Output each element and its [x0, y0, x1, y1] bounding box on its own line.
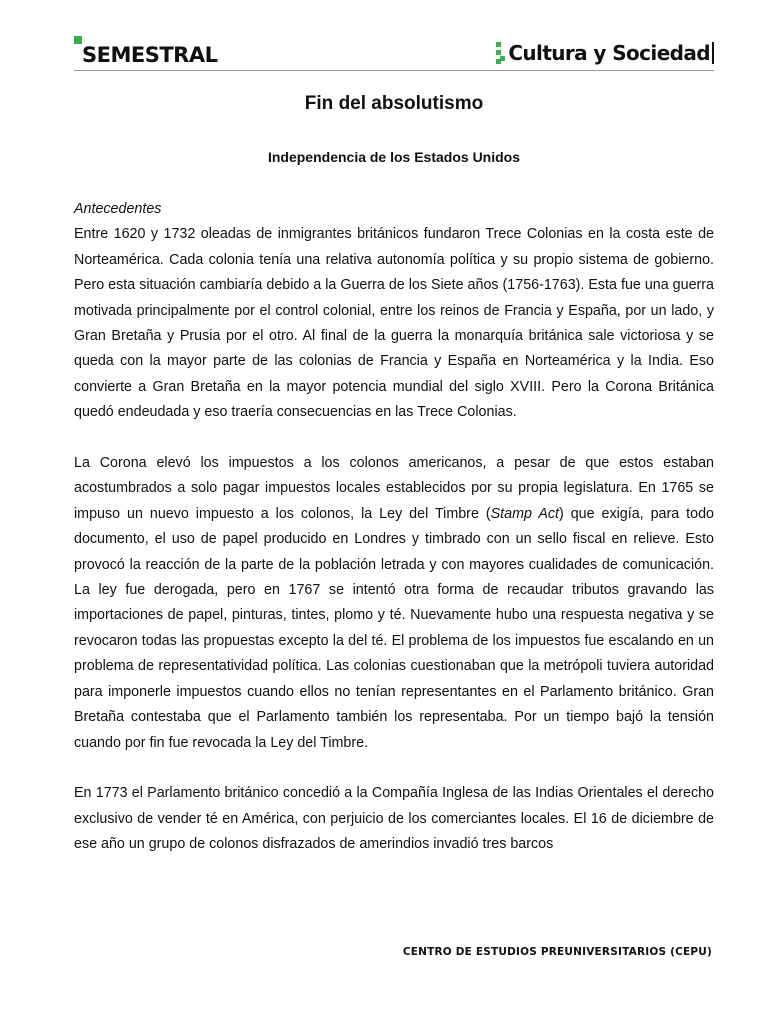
cultura-sociedad-logo-text: Cultura y Sociedad [508, 41, 710, 65]
stamp-act-emphasis: Stamp Act [490, 505, 560, 522]
semestral-logo [74, 36, 217, 68]
page-footer: CENTRO DE ESTUDIOS PREUNIVERSITARIOS (CEPU) [402, 946, 712, 958]
paragraph-2-text-start: La Corona elevó los impuestos a los colonos americanos, a pesar de que estos estaban acostumbrados a solo pagar impuestos locales establecidos por su propia legislatura. En 1765 se impuso un nuevo impuesto a los colonos, la Ley del Timbre ( [74, 455, 714, 522]
paragraph-2-text-end: ) que exigía, para todo documento, el uso de papel producido en Londres y timbrado con un sello fiscal en relieve. Esto provocó la reacción de la parte de la población letrada y con mayores cualidades de comunicación. La ley fue derogada, pero en 1767 se intentó otra forma de recaudar tributos gravando las importaciones de papel, pinturas, tintes, plomo y té. Nuevamente hubo una respuesta negativa y se revocaron todas las propuestas excepto la del té. El problema de los impuestos fue escalando en un problema de representatividad política. Las colonias cuestionaban que la metrópoli tuviera autoridad para imponerle impuestos cuando ellos no tenían representantes en el Parlamento británico. Gran Bretaña contestaba que el Parlamento también los representaba. Por un tiempo bajó la tensión cuando por fin fue revocada la Ley del Timbre. [74, 505, 714, 751]
paragraph-1 [74, 197, 714, 426]
document-body [74, 197, 714, 858]
page-header [74, 36, 714, 72]
logo-bar-divider [712, 42, 714, 64]
semestral-logo-text: SEMESTRAL [82, 43, 218, 67]
cultura-sociedad-logo [496, 38, 714, 68]
green-square-icon [74, 36, 82, 44]
paragraph-3-text: En 1773 el Parlamento británico concedió a la Compañía Inglesa de las Indias Orientales el derecho exclusivo de vender té en América, con perjuicio de los comerciantes locales. El 16 de diciembre de ese año un grupo de colonos disfrazados de amerindios invadió tres barcos [74, 785, 714, 853]
page-subtitle: Independencia de los Estados Unidos [267, 149, 521, 165]
green-dots-icon [496, 42, 506, 64]
page-title: Fin del absolutismo [304, 93, 484, 114]
paragraph-3 [74, 781, 714, 857]
section-label: Antecedentes [74, 201, 162, 217]
paragraph-1-text: Entre 1620 y 1732 oleadas de inmigrantes británicos fundaron Trece Colonias en la costa este de Norteamérica. Cada colonia tenía una relativa autonomía política y su propio sistema de gobierno. Pero esta situación cambiaría debido a la Guerra de los Siete años (1756-1763). Esta fue una guerra motivada principalmente por el control colonial, entre los reinos de Francia y España, por un lado, y Gran Bretaña y Prusia por el otro. Al final de la guerra la monarquía británica sale victoriosa y se queda con la mayor parte de las colonias de Francia y España en Norteamérica y la India. Eso convierte a Gran Bretaña en la mayor potencia mundial del siglo XVIII. Pero la Corona Británica quedó endeudada y eso traería consecuencias en las Trece Colonias. [74, 226, 714, 421]
paragraph-2 [74, 451, 714, 756]
header-divider [74, 70, 714, 71]
